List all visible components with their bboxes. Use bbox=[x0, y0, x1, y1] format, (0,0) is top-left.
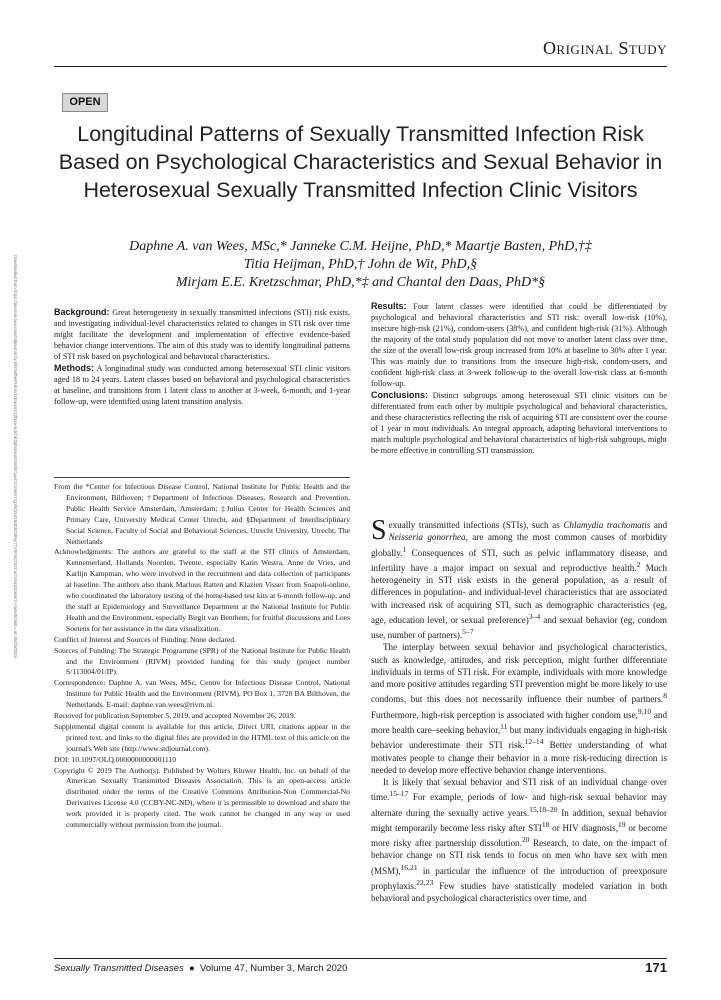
species-name: Neisseria gonorrhea, bbox=[388, 532, 468, 543]
conflict-note: Conflict of Interest and Sources of Funding: None declared. bbox=[54, 634, 236, 644]
body-paragraph-2 bbox=[371, 641, 667, 776]
reference-mark: 2 bbox=[636, 559, 641, 569]
background-text: Great heterogeneity in sexually transmitted infections (STI) risk exists, and investigating individual-level characteristics related to changes in STI risk over time might facilitate the development and implementation of effective evidence-based behavior change interventions. The aim of this study was to identify longitudinal patterns of STI risk based on psychological and behavioral characteristics. bbox=[54, 308, 350, 361]
reference-mark: 16,21 bbox=[400, 862, 418, 872]
body-text-span: in particular the influence of the introduction of preexposure prophylaxis. bbox=[371, 865, 667, 891]
author-line-3: Mirjam E.E. Kretzschmar, PhD,*‡ and Chantal den Daas, PhD*§ bbox=[175, 275, 546, 290]
body-text-span: exually transmitted infections (STIs), such as bbox=[388, 520, 564, 530]
reference-mark: 22,23 bbox=[416, 877, 434, 887]
body-text-span: For example, periods of low- and high-risk sexual behavior may alternate during the sexually active years. bbox=[371, 792, 667, 818]
copyright-note: Copyright © 2019 The Author(s). Published by Wolters Kluwer Health, Inc. on behalf of the American Sexually Transmitted Diseases Association. This is an open-access article distributed under the terms of the Creative Commons Attribution-Non Commercial-No Derivatives License 4.0 (CCBY-NC-ND), where it is permissible to download and share the work provided it is properly cited. The work cannot be changed in any way or used commercially without permission from the journal. bbox=[54, 765, 350, 830]
funding-note: Sources of Funding: The Strategic Programme (SPR) of the National Institute for Public Health and the Environment (RIVM) provided funding for this study (project number S/113004/01/IP). bbox=[54, 645, 350, 677]
body-text-span: or become more risky after partnership dissolution. bbox=[371, 822, 668, 849]
reference-mark: 20 bbox=[521, 835, 530, 845]
notes-divider bbox=[54, 477, 350, 478]
body-paragraph-3 bbox=[371, 776, 667, 904]
section-label: Original Study bbox=[542, 38, 667, 58]
author-line-2: Titia Heijman, PhD,† John de Wit, PhD,§ bbox=[243, 257, 478, 272]
reference-mark: 18 bbox=[541, 819, 550, 829]
methods-text: A longitudinal study was conducted among heterosexual STI clinic visitors aged 18 to 24 years. Latent classes based on behavioral and psychological characteristics at baseline, and transitions from 1 latent class to another at 3-week, 6-month, and 1-year follow-up, were identified using latent transition analysis. bbox=[54, 364, 350, 406]
body-text-span: In addition, sexual behavior might temporarily become less risky after STI bbox=[371, 807, 667, 833]
abstract-results bbox=[371, 301, 667, 389]
author-line-1: Daphne A. van Wees, MSc,* Janneke C.M. Heijne, PhD,* Maartje Basten, PhD,†‡ bbox=[129, 239, 592, 254]
reference-mark: 15–17 bbox=[389, 789, 409, 799]
body-text-span: and sexual behavior (eg, condom use, number of partners). bbox=[371, 614, 667, 641]
footer-bullet: ● bbox=[189, 963, 195, 974]
article-notes bbox=[54, 482, 350, 831]
body-text-span: Much heterogeneity in STI risk exists in the general population, as a result of differences in population- and individual-level characteristics that are associated with increased risk of acquiring STI, such as demographic characteristics (eg, age, education level, or sexual preference) bbox=[371, 562, 667, 625]
download-watermark-text: Downloaded from https://journals.lww.com/stdjournal by BhDMf5ePHKav1zEoum1tQfN4a+kJLhEZgbsIHo4XMi0hCywCX1AWnYQp/IlQrHD3i3D0OdRyi7TvSFl4Cf3VC4/OAVpDDa8K2+Ya6H515kE= on 05/29/2024 bbox=[13, 255, 18, 659]
correspondence-note: Correspondence: Daphne A. van Wees, MSc, Centre for Infectious Disease Control, National Institute for Public Health and the Environment (RIVM), PO Box 1, 3720 BA Bilthoven, the Netherlands. E-mail: daphne.van.wees@rivm.nl. bbox=[54, 678, 350, 710]
abstract-methods bbox=[54, 363, 350, 407]
body-text-span: and bbox=[650, 520, 667, 530]
body-text-span: Research, to date, on the impact of behavior change on STI risk tends to focus on men who have sex with men (MSM), bbox=[371, 838, 667, 876]
abstract-right-column bbox=[371, 301, 667, 457]
body-text-span: Consequences of STI, such as pelvic inflammatory disease, and infertility have a major impact on sexual and reproductive health. bbox=[371, 547, 667, 573]
methods-label: Methods: bbox=[54, 363, 94, 373]
open-access-badge: OPEN bbox=[62, 93, 108, 112]
reference-mark: 3–4 bbox=[528, 611, 541, 621]
body-text-span: and more health care–seeking behavior, bbox=[371, 709, 667, 735]
abstract-background bbox=[54, 307, 350, 362]
article-title: Longitudinal Patterns of Sexually Transmitted Infection Risk Based on Psychological Characteristics and Sexual Behavior in Heterosexual Sexually Transmitted Infection Clinic Visitors bbox=[58, 122, 663, 202]
dropcap-letter: S bbox=[371, 515, 387, 546]
body-text-span: Few studies have statistically modeled variation in both behavioral and psychological characteristics over time, and bbox=[371, 880, 667, 904]
results-text: Four latent classes were identified that could be differentiated by psychological and behavioral characteristics and STI risk: overall low-risk (10%), insecure high-risk (21%), condom-users (38%), and confident high-risk (31%). Although the majority of the total study population did not move to another latent class over time, the size of the overall low-risk group increased from 10% at baseline to 30% after 1 year. This was mainly due to transitions from the insecure high-risk, condom-users, and confident high-risk class at 3-week follow-up to the overall low-risk class at 6-month follow-up. bbox=[371, 302, 667, 388]
reference-mark: 15,18–20 bbox=[529, 804, 558, 814]
body-text-span: are among the most common causes of morbidity globally. bbox=[371, 532, 667, 558]
doi-note: DOI: 10.1097/OLQ.0000000000001110 bbox=[54, 754, 176, 764]
abstract-left-column bbox=[54, 307, 350, 408]
affiliations-note: From the *Center for Infectious Disease Control, National Institute for Public Health and the Environment, Bilthoven; †Department of Infectious Diseases, Research and Prevention, Public Health Service Amsterdam, Amsterdam; ‡Julius Center for Health Sciences and Primary Care, University Medical Center Utrecht, and §Department of Interdisciplinary Social Science, Faculty of Social and Behavioral Sciences, Utrecht University, Utrecht, The Netherlands bbox=[54, 482, 350, 546]
reference-mark: 19 bbox=[617, 819, 626, 829]
footer-rule bbox=[54, 958, 667, 959]
body-text-span: Better understanding of what motivates people to change their behavior in a more risk-reducing direction is needed to develop more effective behavior change interventions. bbox=[371, 740, 667, 775]
reference-mark: 1 bbox=[402, 544, 407, 554]
body-text-span: The interplay between sexual behavior and psychological characteristics, such as knowledge, attitudes, and risk perception, might further differentiate individuals in terms of STI risk. For example, individuals with more knowledge and more positive attitudes regarding STI prevention might be more likely to use condoms, but this does not necessarily influence their number of partners. bbox=[371, 642, 667, 705]
body-paragraph-1 bbox=[371, 515, 667, 641]
acknowledgments-note: Acknowledgments: The authors are grateful to the staff at the STI clinics of Amsterdam, Kennemerland, Hollands Noorden, Twente, especially Karin Westra, Anne de Vries, and Karlijn Kampman, who were involved in the recruitment and data collection of participants at baseline. The authors also thank Marlous Ratten and Klazien Visser from Soapoli-online, who coordinated the laboratory testing of the home-based test kits at 6-month follow-up, and the staff at Epidemiology and Surveillance Department at the National Institute for Public Health and the Environment, especially Birgit van Benthem, for fruitful discussions and Loes Soetens for her assistance in the data visualization. bbox=[54, 547, 350, 633]
body-text-span: It is likely that sexual behavior and STI risk of an individual change over time. bbox=[371, 777, 667, 803]
species-name: Chlamydia trachomatis bbox=[563, 520, 651, 530]
reference-mark: 9,10 bbox=[637, 706, 652, 716]
download-watermark bbox=[8, 255, 18, 670]
conclusions-text: Distinct subgroups among heterosexual STI clinic visitors can be differentiated from each other by multiple psychological and behavioral characteristics, and these characteristics reflecting the risk of acquiring STI are consistent over the course of 1 year in most individuals. An integral approach, adapting behavioral interventions to match multiple psychological and behavioral characteristics of high-risk subgroups, might be more effective in controlling STI transmission. bbox=[371, 391, 668, 455]
results-label: Results: bbox=[371, 301, 407, 311]
background-label: Background: bbox=[54, 307, 110, 317]
conclusions-label: Conclusions: bbox=[371, 390, 429, 400]
received-note: Received for publication September 5, 2019, and accepted November 26, 2019. bbox=[54, 711, 296, 721]
reference-mark: 5–7 bbox=[462, 627, 474, 637]
reference-mark: 11 bbox=[500, 721, 508, 731]
issue-info: Volume 47, Number 3, March 2020 bbox=[200, 963, 348, 974]
footer-citation bbox=[54, 963, 347, 974]
reference-mark: 12–14 bbox=[524, 737, 544, 747]
header-rule bbox=[54, 66, 667, 67]
body-text-span: but many individuals engaging in high-risk behavior underestimate their STI risk. bbox=[371, 724, 667, 751]
supplemental-note: Supplemental digital content is available for this article. Direct URL citations appear in the printed text, and links to the digital files are provided in the HTML text of this article on the journal's Web site (http://www.stdjournal.com). bbox=[54, 721, 350, 753]
journal-name: Sexually Transmitted Diseases bbox=[54, 963, 184, 974]
author-list bbox=[80, 238, 641, 292]
article-body bbox=[371, 515, 668, 904]
page-number: 171 bbox=[645, 960, 667, 975]
body-text-span: Furthermore, high-risk perception is associated with higher condom use, bbox=[371, 709, 638, 720]
abstract-conclusions bbox=[371, 390, 667, 456]
reference-mark: 8 bbox=[663, 691, 667, 701]
body-text-span: or HIV diagnosis, bbox=[549, 822, 618, 833]
